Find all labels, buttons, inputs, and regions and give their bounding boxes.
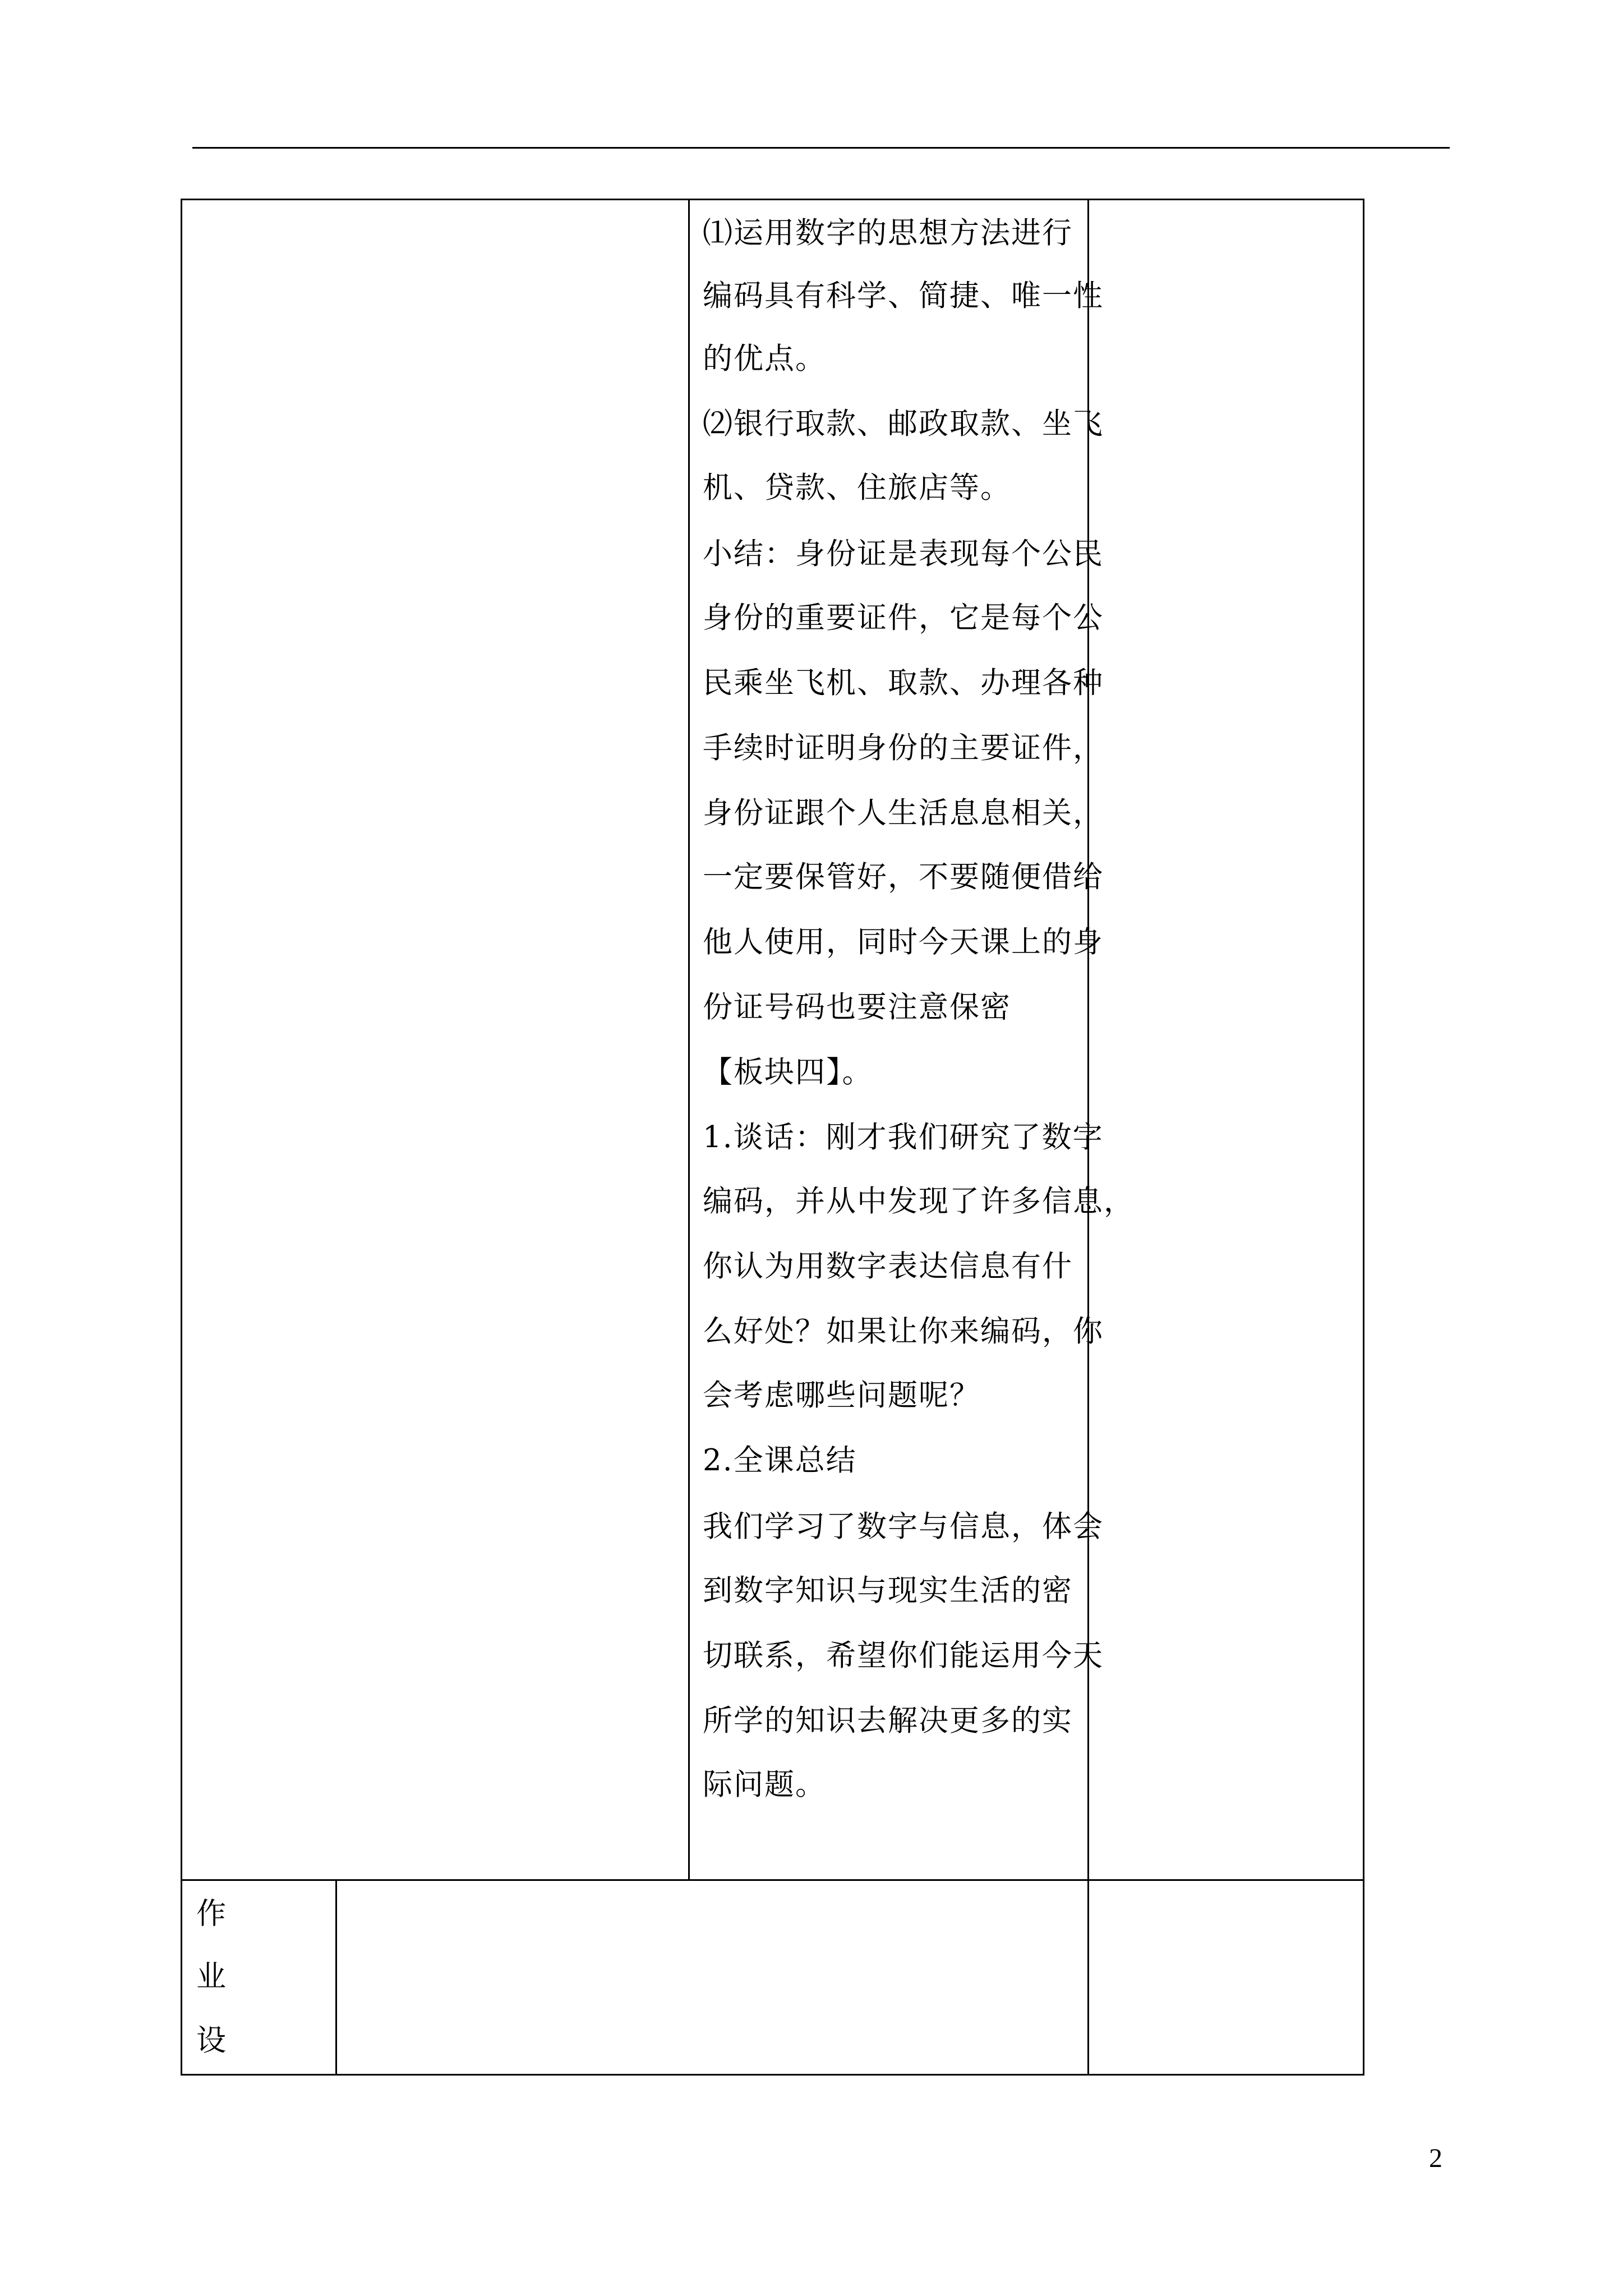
table-row-divider <box>181 1879 1364 1881</box>
content-line: 所学的知识去解决更多的实 <box>703 1704 1073 1738</box>
table-border-bottom <box>181 2074 1364 2076</box>
content-line: 的优点。 <box>703 342 826 376</box>
content-line: 我们学习了数字与信息，体会 <box>703 1510 1104 1544</box>
content-line: 1.谈话：刚才我们研究了数字 <box>703 1120 1104 1154</box>
content-line: 身份证跟个人生活息息相关， <box>703 796 1104 830</box>
table-border-right <box>1363 199 1364 2076</box>
content-line: 编码，并从中发现了许多信息， <box>703 1184 1135 1218</box>
content-line: 机、贷款、住旅店等。 <box>703 471 1011 505</box>
homework-label-char: 设 <box>196 2023 226 2058</box>
content-line: 一定要保管好，不要随便借给 <box>703 860 1104 894</box>
page-number: 2 <box>1429 2143 1442 2173</box>
content-line: 切联系，希望你们能运用今天 <box>703 1639 1104 1673</box>
content-line: ⑵银行取款、邮政取款、坐飞 <box>703 407 1104 441</box>
content-line: 会考虑哪些问题呢？ <box>703 1378 980 1412</box>
content-line: 到数字知识与现实生活的密 <box>703 1573 1073 1608</box>
content-line: 么好处？如果让你来编码，你 <box>703 1314 1104 1349</box>
content-line: 民乘坐飞机、取款、办理各种 <box>703 666 1104 700</box>
homework-label-char: 作 <box>196 1897 226 1931</box>
content-line: 手续时证明身份的主要证件， <box>703 731 1104 765</box>
header-rule <box>192 147 1450 149</box>
table-divider-label <box>335 1879 337 2076</box>
homework-label-char: 业 <box>196 1959 226 1994</box>
table-divider-col2 <box>688 199 690 1881</box>
table-border-left <box>181 199 182 2076</box>
table-border-top <box>181 199 1364 200</box>
content-line: 编码具有科学、简捷、唯一性 <box>703 279 1104 313</box>
content-line: 2.全课总结 <box>703 1443 857 1478</box>
content-line: ⑴运用数字的思想方法进行 <box>703 216 1073 250</box>
content-line: 小结：身份证是表现每个公民 <box>703 537 1104 571</box>
content-line: 际问题。 <box>703 1768 826 1802</box>
content-line: 你认为用数字表达信息有什 <box>703 1249 1073 1283</box>
content-line: 【板块四】。 <box>703 1055 873 1089</box>
content-line: 份证号码也要注意保密 <box>703 990 1011 1024</box>
content-line: 身份的重要证件，它是每个公 <box>703 601 1104 635</box>
content-line: 他人使用，同时今天课上的身 <box>703 925 1104 959</box>
